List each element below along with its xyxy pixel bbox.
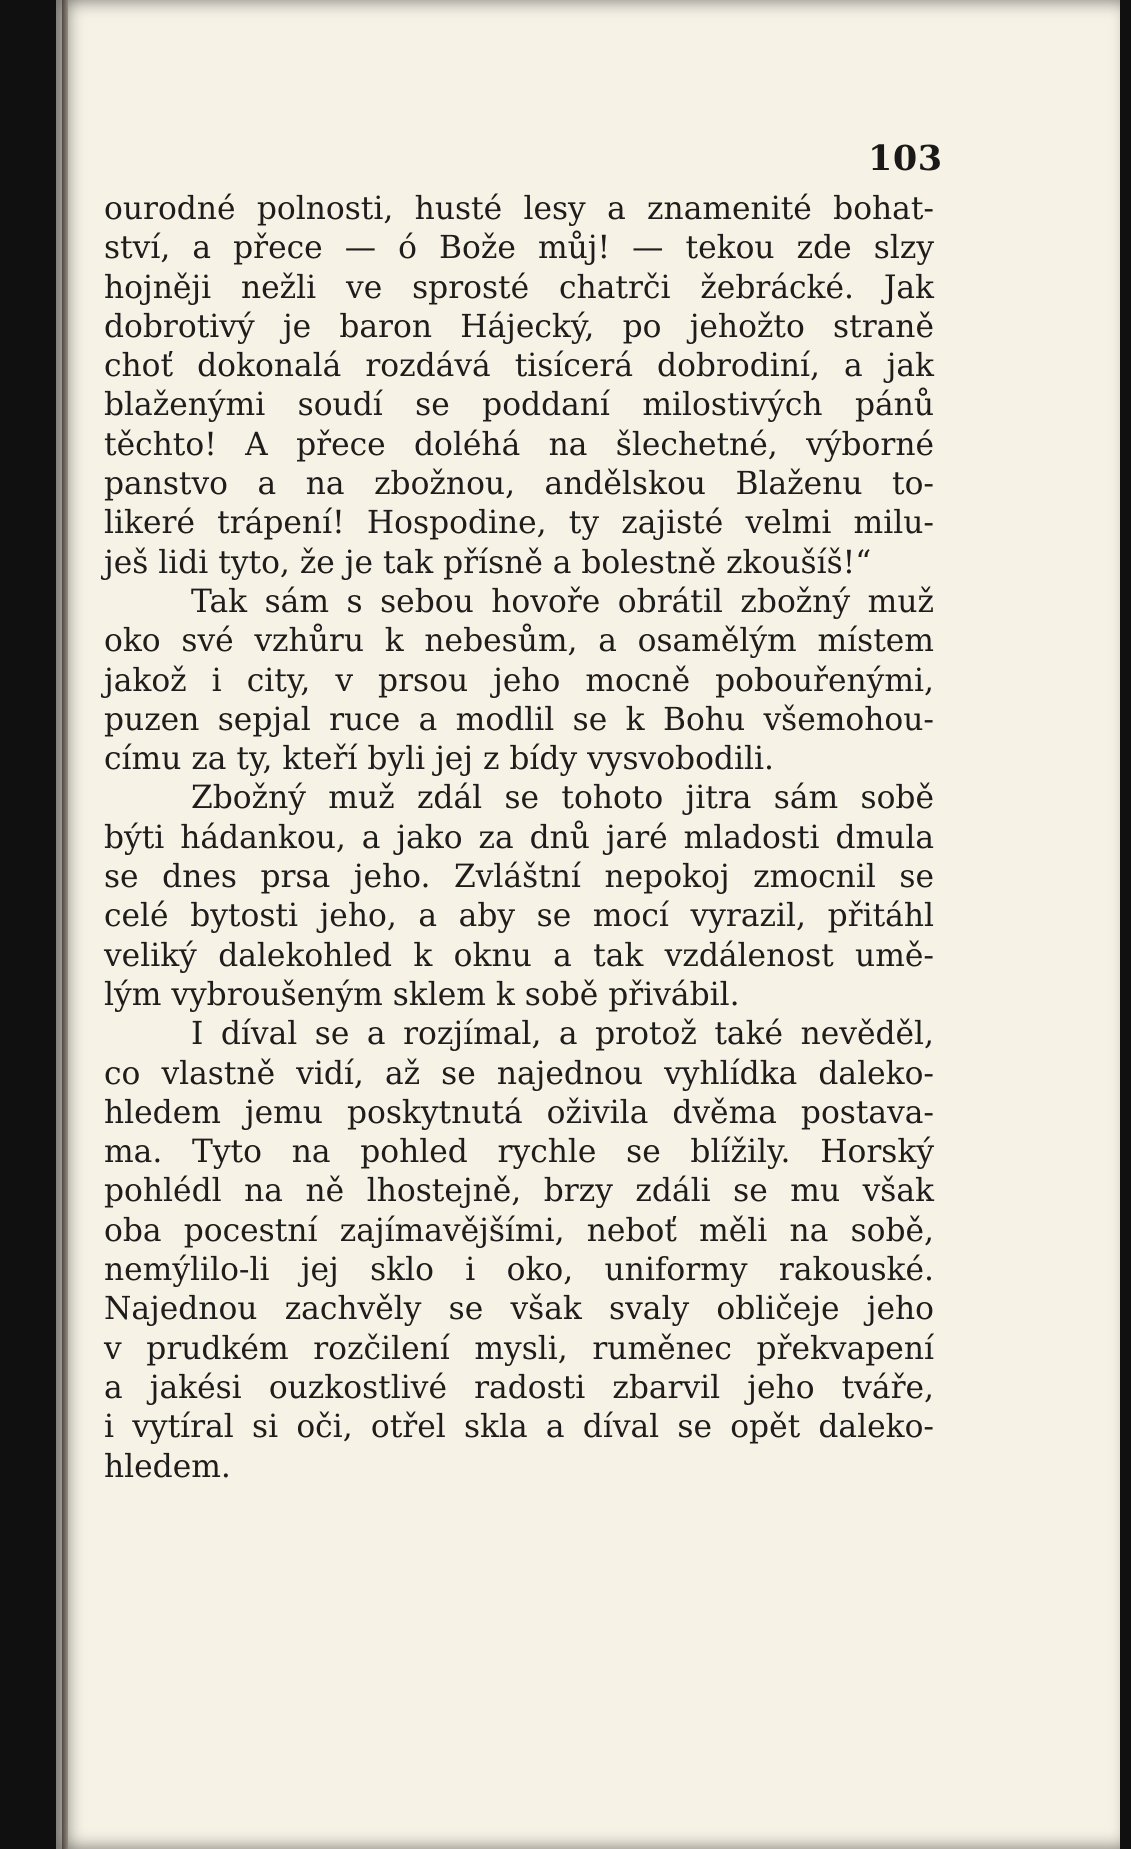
text-line: oba pocestní zajímavějšími, neboť měli na sobě, — [104, 1212, 934, 1249]
text-line: ješ lidi tyto, že je tak přísně a bolestně zkoušíš!“ — [104, 544, 872, 581]
text-line: nemýlilo-li jej sklo i oko, uniformy rakouské. — [104, 1252, 934, 1289]
text-line: lým vybroušeným sklem k sobě přivábil. — [104, 976, 740, 1013]
text-line: Najednou zachvěly se však svaly obličeje jeho — [104, 1291, 934, 1328]
page-body-text — [104, 190, 934, 1487]
text-line: ourodné polnosti, husté lesy a znamenité bohat- — [104, 191, 934, 227]
text-line: puzen sepjal ruce a modlil se k Bohu všemohou- — [104, 701, 934, 738]
text-line: ství, a přece — ó Bože můj! — tekou zde slzy — [104, 230, 934, 267]
text-line: býti hádankou, a jako za dnů jaré mladosti dmula — [104, 819, 934, 856]
text-line: co vlastně vidí, až se najednou vyhlídka daleko- — [104, 1055, 934, 1092]
text-line: v prudkém rozčilení mysli, ruměnec překvapení — [104, 1330, 934, 1367]
text-line: se dnes prsa jeho. Zvláštní nepokoj zmocnil se — [104, 859, 934, 896]
text-line: veliký dalekohled k oknu a tak vzdálenost umě- — [104, 937, 934, 974]
text-line: panstvo a na zbožnou, andělskou Blaženu to- — [104, 466, 934, 503]
paragraph-start-line: Tak sám s sebou hovoře obrátil zbožný muž — [191, 583, 934, 620]
text-line: dobrotivý je baron Hájecký, po jehožto straně — [104, 308, 934, 345]
text-line: jakož i city, v prsou jeho mocně pobouřenými, — [104, 662, 934, 699]
text-line: hledem. — [104, 1448, 231, 1485]
text-line: hledem jemu poskytnutá oživila dvěma postava- — [104, 1094, 934, 1131]
page-gutter-shadow — [62, 0, 68, 1849]
text-line: likeré trápení! Hospodine, ty zajisté velmi milu- — [104, 505, 934, 542]
text-line: pohlédl na ně lhostejně, brzy zdáli se mu však — [104, 1173, 934, 1210]
text-line: a jakési ouzkostlivé radosti zbarvil jeho tváře, — [104, 1369, 934, 1406]
text-line: těchto! A přece doléhá na šlechetné, výborné — [104, 426, 934, 463]
text-line: blaženými soudí se poddaní milostivých pánů — [104, 387, 934, 424]
page-number: 103 — [868, 138, 943, 179]
text-line: címu za ty, kteří byli jej z bídy vysvobodili. — [104, 741, 774, 778]
paragraph-start-line: Zbožný muž zdál se tohoto jitra sám sobě — [191, 780, 934, 817]
paragraph-start-line: I díval se a rozjímal, a protož také nevěděl, — [191, 1016, 934, 1053]
text-line: ma. Tyto na pohled rychle se blížily. Horský — [104, 1134, 934, 1171]
text-line: hojněji nežli ve sprosté chatrči žebrácké. Jak — [104, 269, 934, 306]
text-line: celé bytosti jeho, a aby se mocí vyrazil, přitáhl — [104, 898, 934, 935]
text-line: oko své vzhůru k nebesům, a osamělým místem — [104, 623, 934, 660]
text-line: choť dokonalá rozdává tisícerá dobrodiní, a jak — [104, 348, 934, 385]
text-line: i vytíral si oči, otřel skla a díval se opět daleko- — [104, 1409, 934, 1446]
